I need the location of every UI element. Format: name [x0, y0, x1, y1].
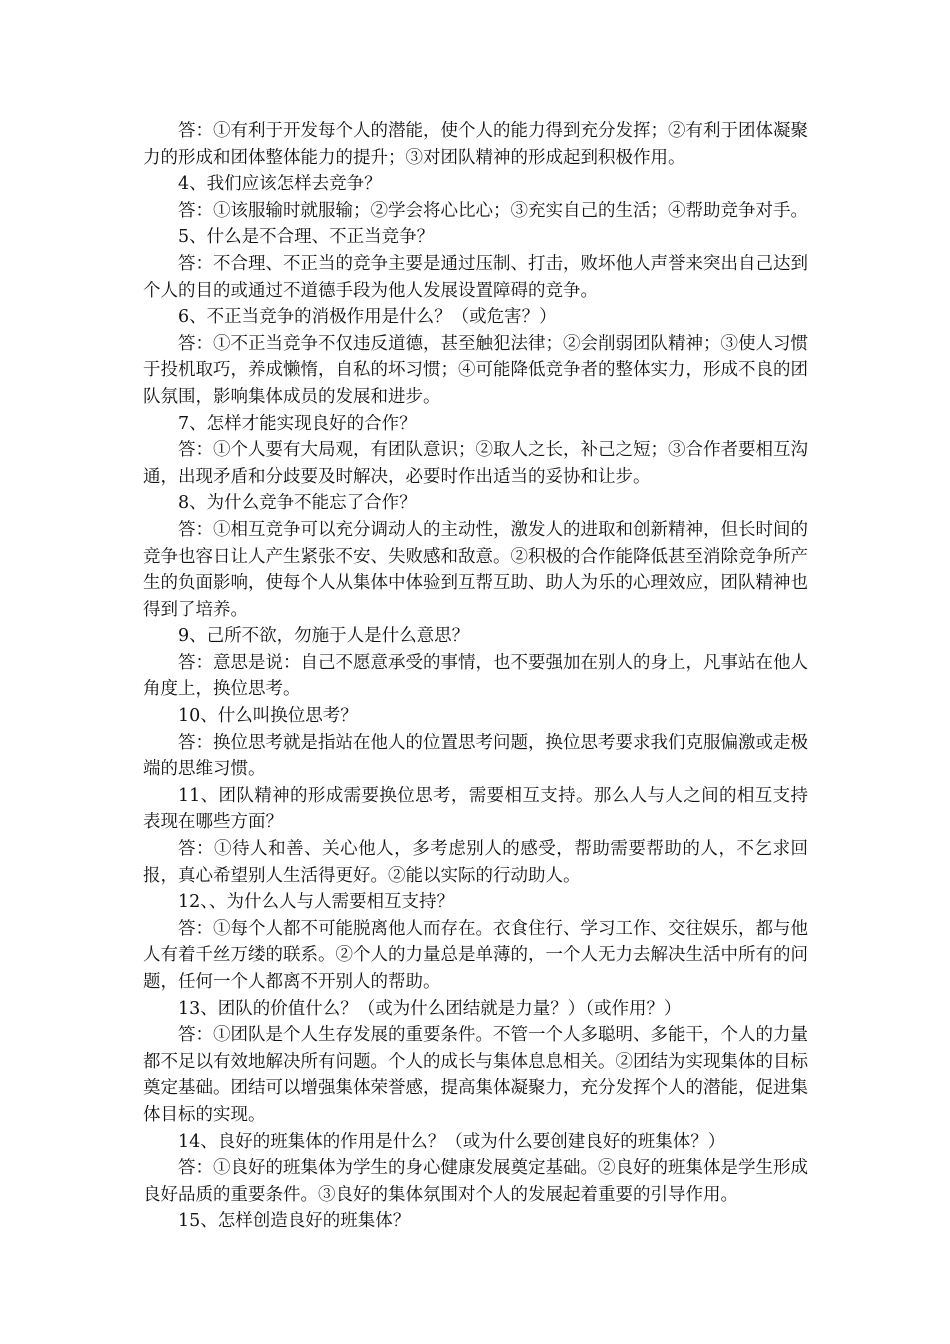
question-heading: 10、什么叫换位思考？: [178, 706, 358, 727]
question-heading: 11、团队精神的形成需要换位思考，需要相互支持。那么人与人之间的相互支持表现在哪些方面？: [143, 785, 808, 833]
question-heading: 8、为什么竞争不能忘了合作？: [178, 493, 417, 514]
question-heading: 15、怎样创造良好的班集体？: [178, 1211, 411, 1232]
document-body: [143, 118, 808, 1235]
answer-paragraph: 答：①不正当竞争不仅违反道德，甚至触犯法律；②会削弱团队精神；③使人习惯于投机取巧，养成懒惰，自私的坏习惯；④可能降低竞争者的整体实力，形成不良的团队氛围，影响集体成员的发展和进步。: [143, 333, 808, 407]
question-heading: 13、团队的价值什么？（或为什么团结就是力量？）（或作用？）: [178, 998, 682, 1019]
question-heading: 12、、为什么人与人需要相互支持？: [178, 892, 455, 913]
answer-paragraph: 答：①每个人都不可能脱离他人而存在。衣食住行、学习工作、交往娱乐，都与他人有着千丝万缕的联系。②个人的力量总是单薄的，一个人无力去解决生活中所有的问题，任何一个人都离不开别人的帮助。: [143, 918, 808, 992]
answer-paragraph: 答：不合理、不正当的竞争主要是通过压制、打击，败坏他人声誉来突出自己达到个人的目的或通过不道德手段为他人发展设置障碍的竞争。: [143, 253, 808, 301]
question-heading: 14、良好的班集体的作用是什么？（或为什么要创建良好的班集体？）: [178, 1131, 726, 1152]
answer-paragraph: 答：①相互竞争可以充分调动人的主动性，激发人的进取和创新精神，但长时间的竞争也容日让人产生紧张不安、失败感和敌意。②积极的合作能降低甚至消除竞争所产生的负面影响，使每个人从集体中体验到互帮互助、助人为乐的心理效应，团队精神也得到了培养。: [143, 519, 808, 620]
answer-paragraph: 答：①团队是个人生存发展的重要条件。不管一个人多聪明、多能干，个人的力量都不足以有效地解决所有问题。个人的成长与集体息息相关。②团结为实现集体的目标奠定基础。团结可以增强集体荣誉感，提高集体凝聚力，充分发挥个人的潜能，促进集体目标的实现。: [143, 1025, 808, 1125]
answer-paragraph: 答：①该服输时就服输；②学会将心比心；③充实自己的生活；④帮助竞争对手。: [178, 200, 808, 221]
answer-paragraph: 答：换位思考就是指站在他人的位置思考问题，换位思考要求我们克服偏激或走极端的思维习惯。: [143, 732, 808, 780]
answer-paragraph: 答：①个人要有大局观，有团队意识；②取人之长，补己之短；③合作者要相互沟通，出现矛盾和分歧要及时解决，必要时作出适当的妥协和让步。: [143, 440, 808, 487]
answer-paragraph: 答：①待人和善、关心他人，多考虑别人的感受，帮助需要帮助的人，不乞求回报，真心希望别人生活得更好。②能以实际的行动助人。: [143, 839, 808, 886]
answer-paragraph: 答：①良好的班集体为学生的身心健康发展奠定基础。②良好的班集体是学生形成良好品质的重要条件。③良好的集体氛围对个人的发展起着重要的引导作用。: [143, 1158, 808, 1205]
question-heading: 4、我们应该怎样去竞争？: [178, 174, 382, 195]
question-heading: 6、不正当竞争的消极作用是什么？（或危害？）: [178, 307, 557, 328]
question-heading: 7、怎样才能实现良好的合作？: [178, 413, 417, 434]
answer-paragraph: 答：①有利于开发每个人的潜能，使个人的能力得到充分发挥；②有利于团体凝聚力的形成和团体整体能力的提升；③对团队精神的形成起到积极作用。: [143, 121, 808, 168]
answer-paragraph: 答：意思是说：自己不愿意承受的事情，也不要强加在别人的身上，凡事站在他人角度上，换位思考。: [143, 652, 808, 700]
question-heading: 9、己所不欲，勿施于人是什么意思？: [178, 626, 470, 647]
question-heading: 5、什么是不合理、不正当竞争？: [178, 227, 435, 248]
